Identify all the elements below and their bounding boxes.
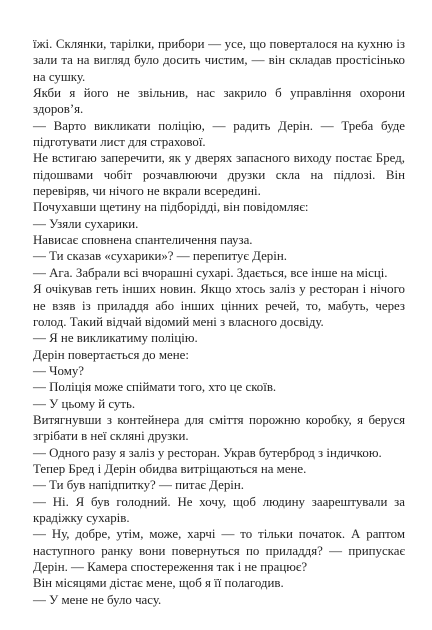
paragraph: Не встигаю заперечити, як у дверях запасного виходу постає Бред, підошвами чобіт розчавлюючи друзки скла на підлозі. Він перевіряв, чи нічого не вкрали всередині. xyxy=(33,151,405,199)
paragraph: Він місяцями дістає мене, щоб я її полагодив. xyxy=(33,576,284,591)
paragraph: — Варто викликати поліцію, — радить Дерін. — Треба буде підготувати лист для страхової. xyxy=(33,118,405,150)
paragraph: — Чому? xyxy=(33,363,85,378)
book-page xyxy=(33,36,405,608)
paragraph: Почухавши щетину на підборідді, він повідомляє: xyxy=(33,200,309,215)
paragraph: — Я не викликатиму поліцію. xyxy=(33,331,198,346)
paragraph: Нависає сповнена спантеличення пауза. xyxy=(33,233,253,248)
paragraph: Тепер Бред і Дерін обидва витріщаються на мене. xyxy=(33,461,307,476)
paragraph: Якби я його не звільнив, нас закрило б управління охорони здоров’я. xyxy=(33,86,405,117)
paragraph: їжі. Склянки, тарілки, прибори — усе, що поверталося на кухню із зали та на вигляд було досить чистим, — він складав простісінько на сушку. xyxy=(33,37,405,84)
paragraph: — Одного разу я заліз у ресторан. Украв бутерброд з індичкою. xyxy=(33,445,382,460)
paragraph: — Ні. Я був голодний. Не хочу, щоб людину заарештували за крадіжку сухарів. xyxy=(33,494,405,525)
paragraph: — Ага. Забрали всі вчорашні сухарі. Здається, все інше на місці. xyxy=(33,265,388,280)
paragraph: — У цьому й суть. xyxy=(33,396,136,411)
paragraph: Дерін повертається до мене: xyxy=(33,347,189,362)
paragraph: — Ну, добре, утім, може, харчі — то тільки початок. А раптом наступного ранку вони повернуться по приладдя? — припускає Дерін. — Камера спостереження так і не працює? xyxy=(33,527,405,574)
paragraph: — У мене не було часу. xyxy=(33,592,162,607)
paragraph: — Поліція може спіймати того, хто це скоїв. xyxy=(33,380,277,395)
paragraph: — Ти був напідпитку? — питає Дерін. xyxy=(33,478,244,493)
paragraph: Я очікував геть інших новин. Якщо хтось заліз у ресторан і нічого не взяв із приладдя або інших цінних речей, то, мабуть, через голод. Такий відчай відомий мені з власного досвіду. xyxy=(33,282,405,329)
paragraph: — Ти сказав «сухарики»? — перепитує Дерін. xyxy=(33,249,287,264)
paragraph: Витягнувши з контейнера для сміття порожню коробку, я беруся згрібати в неї скляні друзки. xyxy=(33,412,405,444)
paragraph: — Узяли сухарики. xyxy=(33,216,139,231)
